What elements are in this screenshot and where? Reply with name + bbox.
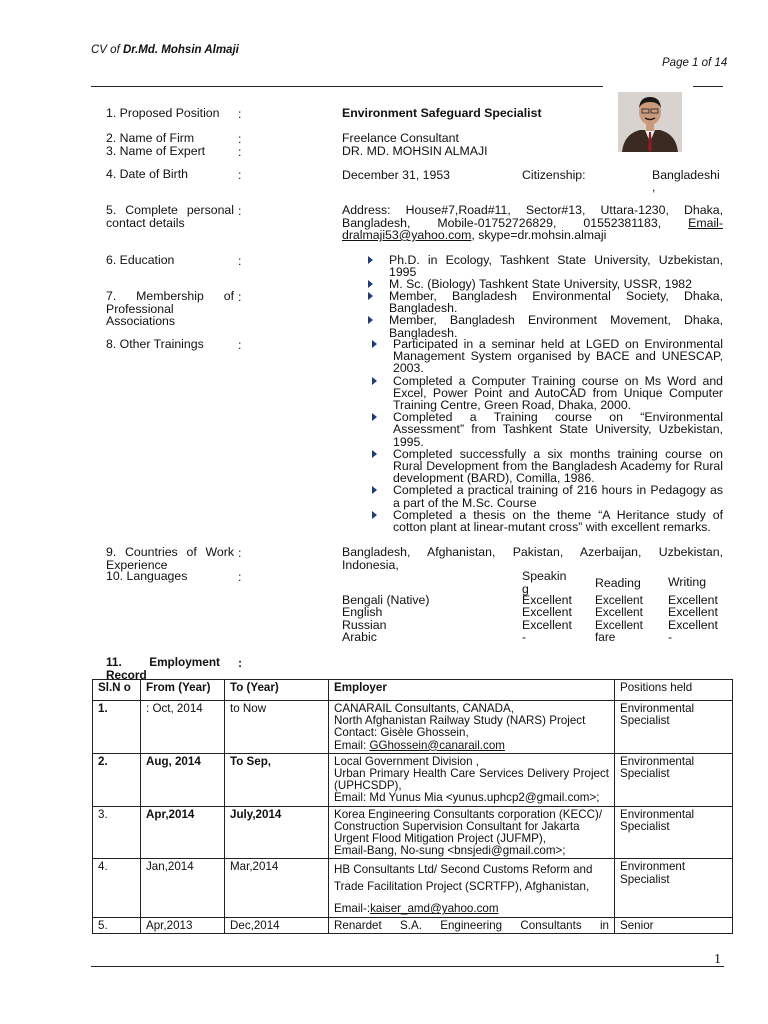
contact-address: Address: House#7,Road#11, Sector#13, Uttara-1230, Dhaka, Bangladesh, Mobile-01752726829, 01552381183, [342,203,723,230]
label-languages: 10. Languages [106,569,188,583]
colon: : [238,338,242,352]
colon: : [238,656,243,670]
citizenship-label: Citizenship: [522,168,586,182]
membership-list [368,290,723,339]
cell-position: Environmental Specialist [615,701,733,754]
cell-to: Mar,2014 [225,859,329,917]
cell-position: Environmental Specialist [615,753,733,806]
list-item: Completed successfully a six months training course on Rural Development from the Bangladesh Academy for Rural development (BARD), Comilla, 1986. [372,448,723,485]
lang-speaking-col [522,594,572,644]
cell-to: July,2014 [225,806,329,859]
cell-from: : Oct, 2014 [141,701,225,754]
cell-from: Jan,2014 [141,859,225,917]
value-contact-details [342,204,723,242]
footer-rule [91,966,724,967]
header-rule [91,86,603,87]
cell-employer [329,859,615,917]
list-item: M. Sc. (Biology) Tashkent State University, USSR, 1982 [368,278,723,290]
employer-line: HB Consultants Ltd/ Second Customs Reform and Trade Facilitation Project (SCRTFP), Afghanistan, [334,863,593,894]
lang-reading-col [595,594,643,644]
employer-line: Korea Engineering Consultants corporation (KECC)/ Construction Supervision Consultant for Jakarta Urgent Flood Mitigation Project (JUFMP), [334,807,603,846]
list-item: Participated in a seminar held at LGED on Environmental Management System organised by BACE and UNESCAP, 2003. [372,338,723,375]
label-date-of-birth: 4. Date of Birth [106,167,189,181]
list-item: Completed a thesis on the theme “A Heritance study of cotton plant at linear-mutant cross” with excellent remarks. [372,509,723,533]
email-link[interactable]: dralmaji53@yahoo.com [342,228,472,242]
table-row [93,859,733,917]
cell-from: Apr,2014 [141,806,225,859]
lang-speaking: Excellent [522,617,572,632]
employer-email-link[interactable]: kaiser_amd@yahoo.com [370,902,499,916]
value-name-of-firm: Freelance Consultant [342,131,459,145]
lang-reading: Excellent [595,617,643,632]
colon: : [238,254,242,268]
lang-speaking: Excellent [522,605,572,620]
lang-writing: Excellent [668,605,718,620]
lang-reading: fare [595,630,616,645]
colon: : [238,132,242,146]
label-membership: 7. Membership of Professional Associations [106,289,234,328]
lang-speaking: Excellent [522,593,572,607]
employer-line: Email-Bang, No-sung <bnsjedi@gmail.com>; [334,844,566,858]
header-positions: Positions held [615,680,733,701]
cell-from: Aug, 2014 [141,753,225,806]
employer-line: CANARAIL Consultants, CANADA, [334,702,514,715]
list-item: Member, Bangladesh Environmental Society, Dhaka, Bangladesh. [368,290,723,314]
table-row [93,753,733,806]
value-proposed-position: Environment Safeguard Specialist [342,106,542,120]
label-name-of-firm: 2. Name of Firm [106,131,195,145]
header-employer: Employer [329,680,615,701]
lang-speaking: - [522,630,527,645]
lang-name: Russian [342,617,387,632]
table-header-row [93,680,733,701]
cell-position: Environment Specialist [615,859,733,917]
label-education: 6. Education [106,253,175,267]
cell-to: to Now [225,701,329,754]
page-number: 1 [714,952,721,967]
page-label: Page 1 of 14 [662,57,728,69]
value-countries: Bangladesh, Afghanistan, Pakistan, Azerbaijan, Uzbekistan, Indonesia, [342,545,723,572]
trainings-list [372,338,723,533]
email-label: Email: [334,738,370,752]
label-name-of-expert: 3. Name of Expert [106,144,206,158]
lang-name: Bengali (Native) [342,593,430,607]
employer-email-link[interactable]: GGhossein@canarail.com [369,738,505,752]
cell-employer [329,753,615,806]
header-rule-short [693,86,723,87]
citizenship-value: Bangladeshi [652,168,720,182]
cell-position: Senior [615,917,733,933]
label-contact-details: 5. Complete personal contact details [106,203,234,230]
education-list [368,254,723,291]
lang-name: Arabic [342,630,377,645]
label-proposed-position: 1. Proposed Position [106,106,220,120]
cell-position: Environmental Specialist [615,806,733,859]
colon: : [238,168,242,182]
cv-header [91,44,239,56]
colon: : [238,145,242,159]
email-prefix[interactable]: Email- [688,215,723,230]
colon: : [238,107,242,121]
colon: : [238,546,242,560]
cell-from: Apr,2013 [141,917,225,933]
list-item: Ph.D. in Ecology, Tashkent State University, Uzbekistan, 1995 [368,254,723,278]
table-row [93,701,733,754]
cell-no: 1. [93,701,141,754]
skype-text: , skype=dr.mohsin.almaji [471,228,607,242]
cell-no: 2. [93,753,141,806]
lang-writing: Excellent [668,593,718,607]
lang-name: English [342,605,383,620]
lang-writing: - [668,630,673,645]
list-item: Completed a practical training of 216 hours in Pedagogy as a part of the M.Sc. Course [372,484,723,508]
cv-prefix: CV of [91,44,123,56]
cell-employer [329,701,615,754]
email-label: Email-: [334,902,371,916]
cell-to: Dec,2014 [225,917,329,933]
lang-reading: Excellent [595,605,643,620]
colon: : [238,570,242,584]
table-row [93,917,733,933]
cell-employer: Renardet S.A. Engineering Consultants in [329,917,615,933]
lang-names [342,594,429,644]
employer-line: Local Government Division , [334,754,479,768]
cv-name: Dr.Md. Mohsin Almaji [122,44,239,56]
employer-line: Email: Md Yunus Mia <yunus.uphcp2@gmail.com>; [334,791,600,805]
header-from: From (Year) [141,680,225,701]
cell-employer [329,806,615,859]
lang-header-writing: Writing [668,575,707,589]
colon: : [238,290,242,304]
cell-no: 5. [93,917,141,933]
lang-reading: Excellent [595,593,643,607]
value-date-of-birth: December 31, 1953 [342,168,451,182]
table-row [93,806,733,859]
cell-to: To Sep, [225,753,329,806]
employment-table [92,679,733,934]
lang-writing-col [668,594,718,644]
header-slno: Sl.N o [93,680,141,701]
cell-no: 4. [93,859,141,917]
cell-no: 3. [93,806,141,859]
list-item: Completed a Training course on “Environmental Assessment” from Tashkent State University, Uzbekistan, 1995. [372,411,723,448]
employer-line: North Afghanistan Railway Study (NARS) Project [334,714,586,728]
lang-header-speaking: Speakin g [522,569,567,596]
employer-line: Contact: Gisèle Ghossein, [334,726,469,740]
label-countries: 9. Countries of Work Experience [106,545,234,572]
list-item: Completed a Computer Training course on Ms Word and Excel, Power Point and AutoCAD from Unique Computer Training Centre, Green Road, Dhaka, 2000. [372,375,723,412]
employer-line: Urban Primary Health Care Services Delivery Project (UPHCSDP), [334,767,609,793]
header-to: To (Year) [225,680,329,701]
list-item: Member, Bangladesh Environment Movement, Dhaka, Bangladesh. [368,314,723,338]
citizenship-trail: , [652,180,656,194]
colon: : [238,204,242,218]
label-other-trainings: 8. Other Trainings [106,337,204,351]
lang-writing: Excellent [668,617,718,632]
value-name-of-expert: DR. MD. MOHSIN ALMAJI [342,144,488,158]
lang-header-reading: Reading [595,576,641,590]
label-employment-record: 11. Employment Record [106,655,220,682]
